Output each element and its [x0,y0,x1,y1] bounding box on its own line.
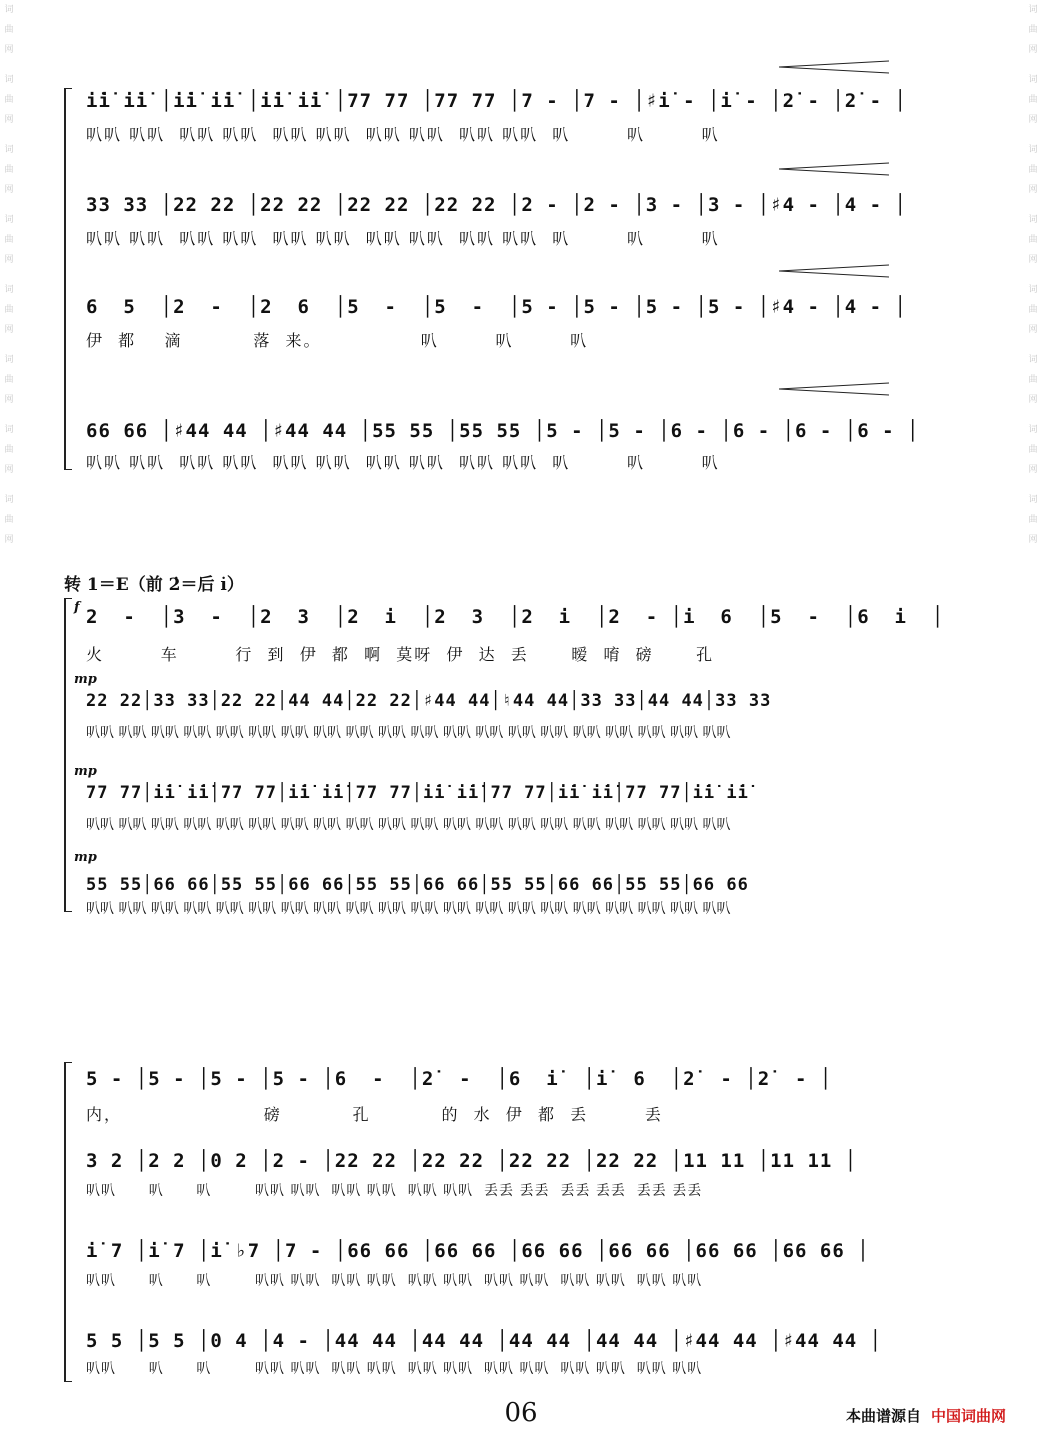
watermark-glyph: 词 [4,285,14,295]
page-number: 06 [504,1398,538,1428]
watermark-glyph: 曲 [4,165,14,175]
staff-2-notes: 3 2 │2 2 │0 2 │2 - │22 22 │22 22 │22 22 │22 22 │11 11 │11 11 │ [86,1150,858,1172]
watermark-right [1026,0,1040,1454]
watermark-glyph: 词 [1028,285,1038,295]
watermark-glyph: 词 [1028,5,1038,15]
staff-3-lyrics: 伊 都 滴 落 来。 叭 叭 叭 [86,331,589,350]
watermark-glyph: 网 [4,465,14,475]
watermark-glyph: 词 [1028,145,1038,155]
watermark-glyph: 网 [1028,465,1038,475]
watermark-glyph: 词 [4,215,14,225]
dynamic-marking: mp [74,850,97,865]
staff-2-lyrics: 叭叭 叭叭 叭叭 叭叭 叭叭 叭叭 叭叭 叭叭 叭叭 叭叭 叭叭 叭叭 叭叭 叭叭 叭叭 叭叭 叭叭 叭叭 叭叭 叭叭 [86,725,731,741]
watermark-glyph: 词 [1028,75,1038,85]
staff-2-lyrics: 叭叭 叭叭 叭叭 叭叭 叭叭 叭叭 叭叭 叭叭 叭叭 叭叭 叭 叭 叭 [86,229,720,248]
watermark-glyph: 曲 [4,515,14,525]
watermark-glyph: 词 [1028,355,1038,365]
crescendo-hairpin [779,162,889,176]
staff-3-lyrics: 叭叭 叭 叭 叭叭 叭叭 叭叭 叭叭 叭叭 叭叭 叭叭 叭叭 叭叭 叭叭 叭叭 叭叭 [86,1273,703,1289]
key-change-marking: 转 1＝E（前 2̇＝后 i̇） [64,575,244,595]
watermark-glyph: 曲 [1028,95,1038,105]
crescendo-hairpin [779,264,889,278]
staff-3-notes: 77 77│i̇i̇ i̇i̇│77 77│i̇i̇ i̇i̇│77 77│i̇i̇ i̇i̇│77 77│i̇i̇ i̇i̇│77 77│i̇i̇ i̇i̇ [86,783,749,803]
watermark-glyph: 词 [4,355,14,365]
system-brace [64,598,72,912]
staff-1-notes: 2 - │3 - │2 3 │2 i │2 3 │2 i │2 - │i 6 │5 - │6 i │ [86,606,945,628]
watermark-glyph: 网 [1028,395,1038,405]
watermark-glyph: 词 [4,495,14,505]
watermark-glyph: 词 [1028,495,1038,505]
watermark-glyph: 词 [1028,425,1038,435]
watermark-glyph: 曲 [1028,375,1038,385]
staff-1-lyrics: 内， 磅 孔 的 水 伊 都 丢 丢 [86,1105,663,1124]
watermark-left [2,0,16,1454]
watermark-glyph: 网 [4,535,14,545]
staff-3-lyrics: 叭叭 叭叭 叭叭 叭叭 叭叭 叭叭 叭叭 叭叭 叭叭 叭叭 叭叭 叭叭 叭叭 叭叭 叭叭 叭叭 叭叭 叭叭 叭叭 叭叭 [86,817,731,833]
watermark-glyph: 曲 [1028,25,1038,35]
watermark-glyph: 网 [1028,45,1038,55]
credit-brand-link[interactable]: 中国词曲网 [930,1407,1006,1425]
staff-2-lyrics: 叭叭 叭 叭 叭叭 叭叭 叭叭 叭叭 叭叭 叭叭 丢丢 丢丢 丢丢 丢丢 丢丢 丢丢 [86,1183,703,1199]
watermark-glyph: 词 [1028,215,1038,225]
staff-4-notes: 55 55│66 66│55 55│66 66│55 55│66 66│55 55│66 66│55 55│66 66 [86,875,749,895]
watermark-glyph: 曲 [4,445,14,455]
dynamic-marking: mp [74,764,97,779]
staff-2-notes: 22 22│33 33│22 22│44 44│22 22│♯44 44│♮44 44│33 33│44 44│33 33 [86,691,772,711]
watermark-glyph: 网 [1028,255,1038,265]
watermark-glyph: 曲 [4,305,14,315]
system-brace [64,1062,72,1382]
watermark-glyph: 曲 [1028,515,1038,525]
staff-3-notes: 6 5 │2 - │2 6 │5 - │5 - │5 - │5 - │5 - │5 - │♯4 - │4 - │ [86,296,907,318]
staff-3-notes: i̇ 7 │i̇ 7 │i̇ ♭7 │7 - │66 66 │66 66 │66 66 │66 66 │66 66 │66 66 │ [86,1240,870,1262]
score-system-3 [64,1062,974,1392]
staff-4-lyrics: 叭叭 叭叭 叭叭 叭叭 叭叭 叭叭 叭叭 叭叭 叭叭 叭叭 叭叭 叭叭 叭叭 叭叭 叭叭 叭叭 叭叭 叭叭 叭叭 叭叭 [86,901,731,917]
staff-1-lyrics: 叭叭 叭叭 叭叭 叭叭 叭叭 叭叭 叭叭 叭叭 叭叭 叭叭 叭 叭 叭 [86,125,720,144]
watermark-glyph: 词 [4,5,14,15]
staff-1-notes: i̇i̇ i̇i̇ │i̇i̇ i̇i̇ │i̇i̇ i̇i̇ │77 77 │77 77 │7 - │7 - │♯i̇ - │i̇ - │2̇ - │2̇ - │ [86,90,907,112]
watermark-glyph: 曲 [1028,445,1038,455]
dynamic-marking: f [74,600,80,615]
watermark-glyph: 词 [4,75,14,85]
source-credit [846,1405,1006,1426]
watermark-glyph: 词 [4,425,14,435]
watermark-glyph: 网 [4,115,14,125]
watermark-glyph: 曲 [1028,235,1038,245]
staff-4-notes: 5 5 │5 5 │0 4 │4 - │44 44 │44 44 │44 44 │44 44 │♯44 44 │♯44 44 │ [86,1330,883,1352]
watermark-glyph: 曲 [4,235,14,245]
credit-text: 本曲谱源自 [845,1407,921,1425]
watermark-glyph: 网 [1028,325,1038,335]
watermark-glyph: 网 [4,325,14,335]
watermark-glyph: 曲 [4,375,14,385]
watermark-glyph: 网 [4,185,14,195]
staff-1-lyrics: 火 车 行 到 伊 都 啊 莫呀 伊 达 丢 暧 唷 磅 孔 [86,645,715,664]
watermark-glyph: 网 [1028,535,1038,545]
staff-2-notes: 33 33 │22 22 │22 22 │22 22 │22 22 │2 - │2 - │3 - │3 - │♯4 - │4 - │ [86,194,907,216]
watermark-glyph: 曲 [4,95,14,105]
score-system-2 [64,598,974,918]
score-system-1 [64,70,974,480]
watermark-glyph: 词 [4,145,14,155]
dynamic-marking: mp [74,672,97,687]
watermark-glyph: 网 [1028,115,1038,125]
watermark-glyph: 曲 [4,25,14,35]
staff-4-lyrics: 叭叭 叭叭 叭叭 叭叭 叭叭 叭叭 叭叭 叭叭 叭叭 叭叭 叭 叭 叭 [86,453,720,472]
watermark-glyph: 网 [4,45,14,55]
staff-4-lyrics: 叭叭 叭 叭 叭叭 叭叭 叭叭 叭叭 叭叭 叭叭 叭叭 叭叭 叭叭 叭叭 叭叭 叭叭 [86,1361,703,1377]
staff-1-notes: 5 - │5 - │5 - │5 - │6 - │2̇ - │6 i̇ │i̇ 6 │2̇ - │2̇ - │ [86,1068,833,1090]
watermark-glyph: 曲 [1028,305,1038,315]
crescendo-hairpin [779,60,889,74]
watermark-glyph: 网 [4,255,14,265]
watermark-glyph: 曲 [1028,165,1038,175]
crescendo-hairpin [779,382,889,396]
watermark-glyph: 网 [4,395,14,405]
system-brace [64,88,72,470]
watermark-glyph: 网 [1028,185,1038,195]
staff-4-notes: 66 66 │♯44 44 │♯44 44 │55 55 │55 55 │5 - │5 - │6 - │6 - │6 - │6 - │ [86,420,920,442]
